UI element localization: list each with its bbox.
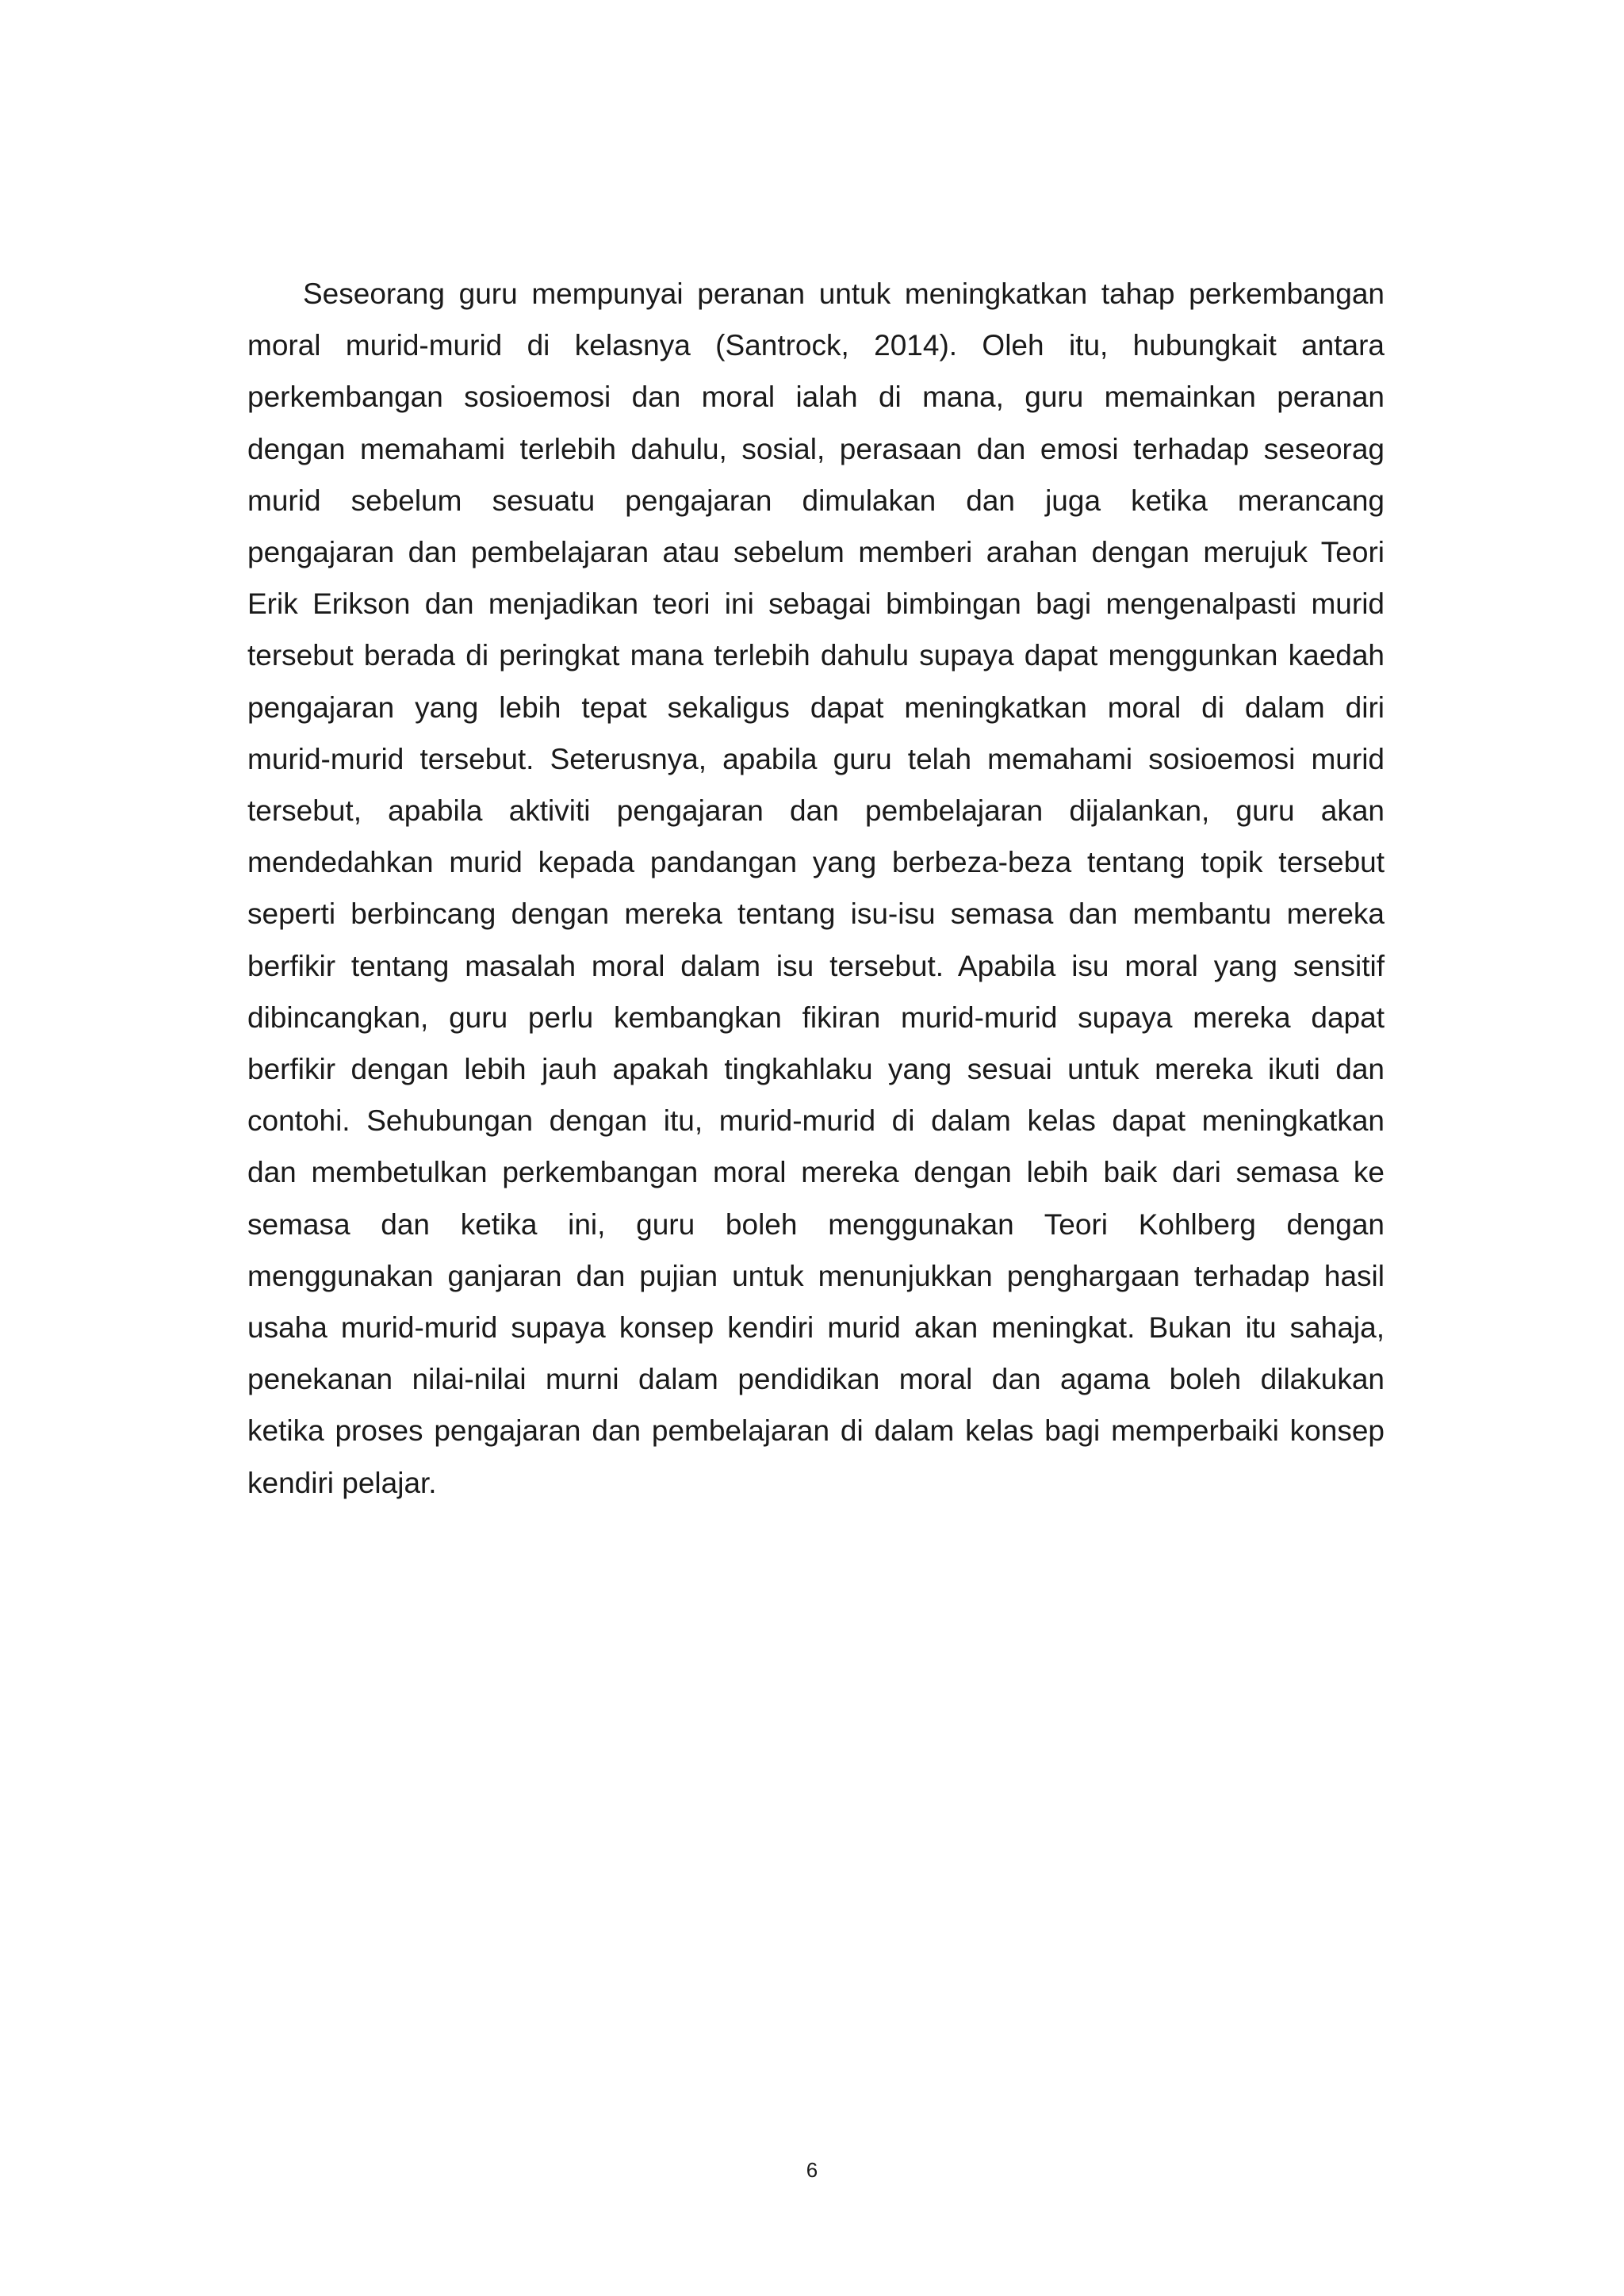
paragraph-line: dengan memahami terlebih dahulu, sosial, perasaan dan emosi terhadap seseorag (247, 432, 1385, 465)
paragraph-line: mendedahkan murid kepada pandangan yang berbeza-beza tentang topik tersebut (247, 846, 1385, 879)
paragraph-line: perkembangan sosioemosi dan moral ialah di mana, guru memainkan peranan (247, 381, 1385, 414)
paragraph-line: Seseorang guru mempunyai peranan untuk meningkatkan tahap perkembangan (303, 277, 1385, 310)
paragraph-line: seperti berbincang dengan mereka tentang isu-isu semasa dan membantu mereka (247, 897, 1385, 931)
paragraph-line: moral murid-murid di kelasnya (Santrock, 2014). Oleh itu, hubungkait antara (247, 329, 1385, 362)
paragraph-line: dibincangkan, guru perlu kembangkan fikiran murid-murid supaya mereka dapat (247, 1001, 1385, 1034)
paragraph-line: pengajaran yang lebih tepat sekaligus dapat meningkatkan moral di dalam diri (247, 691, 1385, 724)
paragraph-line: murid sebelum sesuatu pengajaran dimulakan dan juga ketika merancang (247, 484, 1385, 517)
paragraph-line: murid-murid tersebut. Seterusnya, apabila guru telah memahami sosioemosi murid (247, 742, 1385, 775)
paragraph-line: menggunakan ganjaran dan pujian untuk menunjukkan penghargaan terhadap hasil (247, 1259, 1385, 1292)
body-paragraph (247, 268, 1385, 1509)
paragraph-line: pengajaran dan pembelajaran atau sebelum memberi arahan dengan merujuk Teori (247, 536, 1385, 569)
paragraph-line: semasa dan ketika ini, guru boleh menggunakan Teori Kohlberg dengan (247, 1207, 1385, 1241)
paragraph-line: contohi. Sehubungan dengan itu, murid-murid di dalam kelas dapat meningkatkan (247, 1104, 1385, 1138)
paragraph-line: tersebut, apabila aktiviti pengajaran dan pembelajaran dijalankan, guru akan (247, 794, 1385, 828)
paragraph-line: Erik Erikson dan menjadikan teori ini sebagai bimbingan bagi mengenalpasti murid (247, 587, 1385, 621)
paragraph-line: kendiri pelajar. (247, 1466, 437, 1499)
paragraph-line: usaha murid-murid supaya konsep kendiri murid akan meningkat. Bukan itu sahaja, (247, 1311, 1385, 1345)
paragraph-line: tersebut berada di peringkat mana terlebih dahulu supaya dapat menggunkan kaedah (247, 639, 1385, 672)
paragraph-line: ketika proses pengajaran dan pembelajaran di dalam kelas bagi memperbaiki konsep (247, 1414, 1385, 1448)
paragraph-line: penekanan nilai-nilai murni dalam pendidikan moral dan agama boleh dilakukan (247, 1363, 1385, 1396)
paragraph-line: dan membetulkan perkembangan moral mereka dengan lebih baik dari semasa ke (247, 1156, 1385, 1189)
page-number: 6 (806, 2158, 818, 2182)
paragraph-line: berfikir dengan lebih jauh apakah tingkahlaku yang sesuai untuk mereka ikuti dan (247, 1053, 1385, 1086)
paragraph-line: berfikir tentang masalah moral dalam isu tersebut. Apabila isu moral yang sensitif (247, 949, 1385, 982)
